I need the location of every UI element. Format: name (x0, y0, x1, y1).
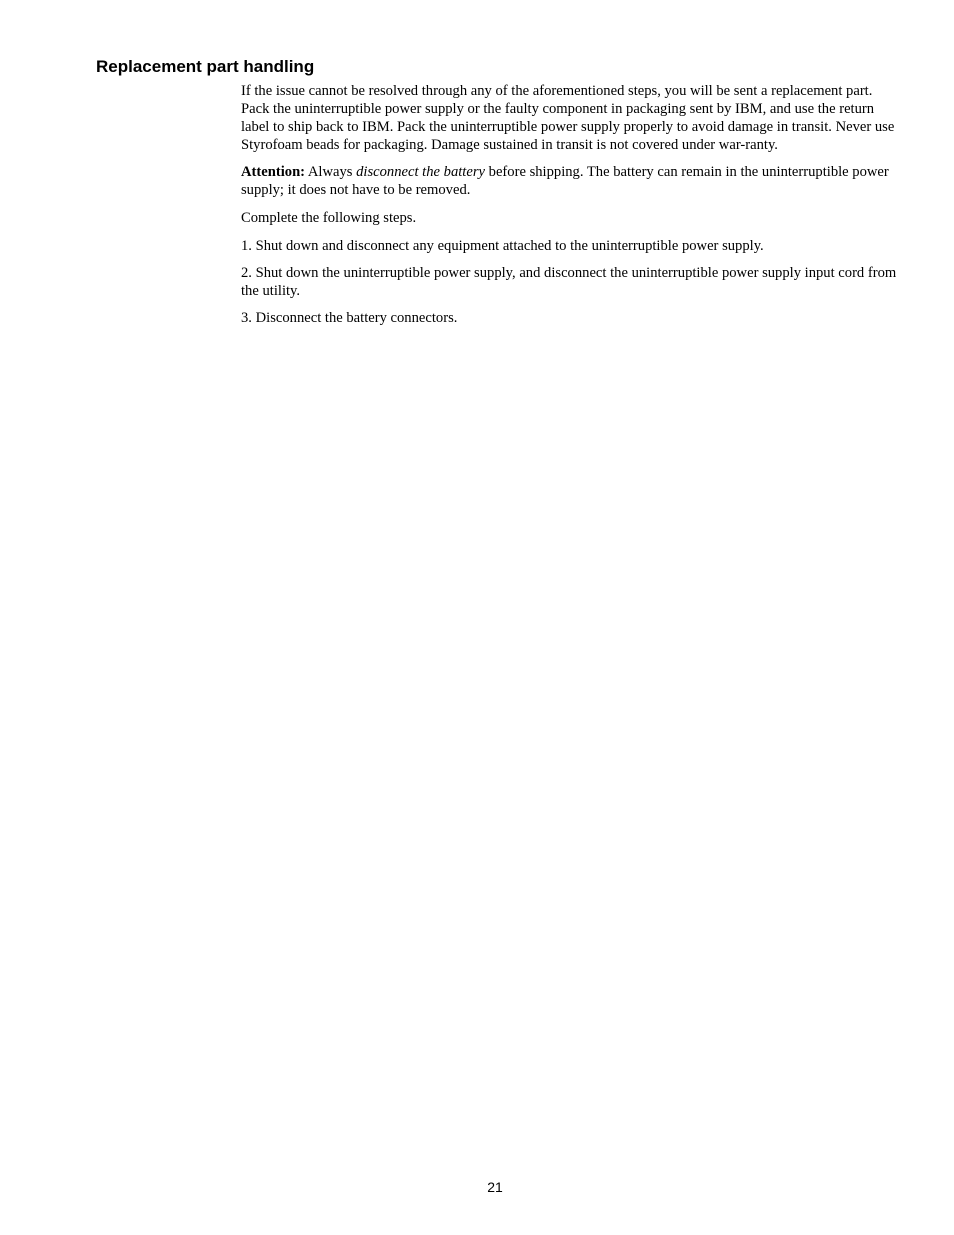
body-content (241, 82, 901, 336)
attention-text-after: before shipping. The battery can remain in the uninterruptible power supply; it does not have to be removed. (241, 164, 889, 198)
attention-paragraph (241, 163, 901, 199)
attention-text-before: Always (305, 164, 357, 180)
attention-emphasis: disconnect the battery (356, 164, 485, 180)
attention-label: Attention: (241, 164, 306, 180)
section-heading: Replacement part handling (96, 57, 315, 76)
step-item: 2. Shut down the uninterruptible power supply, and disconnect the uninterruptible power supply input cord from the utility. (241, 265, 897, 299)
steps-intro: Complete the following steps. (241, 210, 417, 226)
step-item: 1. Shut down and disconnect any equipment attached to the uninterruptible power supply. (241, 238, 764, 254)
page-number: 21 (487, 1179, 503, 1195)
intro-paragraph: If the issue cannot be resolved through any of the aforementioned steps, you will be sent a replacement part. Pack the uninterruptible power supply or the faulty component in packaging sent by IBM, and use the return label to ship back to IBM. Pack the uninterruptible power supply properly to avoid damage in transit. Never use Styrofoam beads for packaging. Damage sustained in transit is not covered under war-ranty. (241, 83, 895, 153)
step-item: 3. Disconnect the battery connectors. (241, 310, 458, 326)
